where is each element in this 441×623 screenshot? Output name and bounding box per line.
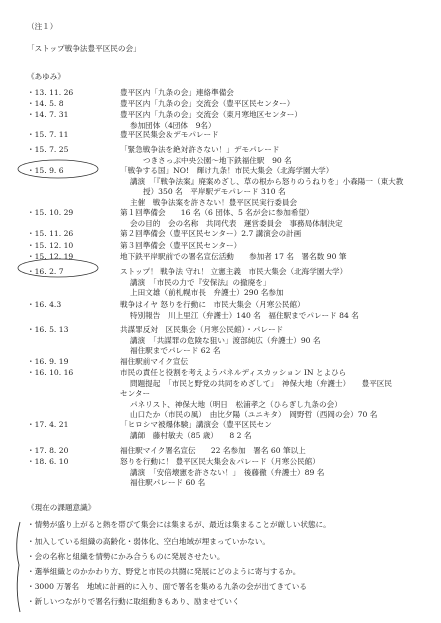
entry-text: 豊平区内「九条の会」連絡準備会	[120, 88, 234, 97]
entry-text: 会の目的 会の名称 共同代表 運営委員会 事務局体制決定	[130, 218, 343, 228]
issue-item: ・情勢が盛り上がると熱を帯びて集会には集まるが、最近は集まることが厳しい状態に。	[27, 520, 331, 529]
entry-text: センター	[120, 389, 151, 398]
entry-text: つきさっぷ中央公園〜地下鉄福住駅 90 名	[143, 155, 292, 165]
entry-text: ストップ！ 戦争法 守れ！ 立憲主義 市民大集会（北海学園大学）	[120, 267, 348, 276]
note-label: （注１）	[27, 22, 58, 31]
entry-date: ・16. 2. 7	[27, 267, 64, 276]
entry-text: 参加団体（4団体 9名）	[130, 120, 216, 130]
entry-text: 福住駅パレード 60 名	[130, 478, 206, 487]
entry-text: 山口たか（市民の風） 由比夕陽（ユニキタ） 岡野哲（西岡の会）70 名	[130, 410, 378, 419]
issue-item: ・加入している組織の高齢化・弱体化、空白地域が埋まっていかない。	[27, 537, 270, 546]
entry-text: 福住駅前マイク宣伝	[120, 357, 189, 366]
entry-text: パネリスト、神保大地（明日 松浦孝之（ひらぎし九条の会）	[130, 399, 342, 409]
entry-text: 講演 「安倍壊憲を許さない！」 後藤徹（弁護士）89 名	[130, 467, 325, 477]
entry-text: 問題提起 「市民と野党の共同をめざして」 神保大地（弁護士） 豊平区民	[130, 378, 392, 388]
entry-date: ・14. 7. 31	[27, 110, 69, 119]
entry-text: 第１回準備会 16 名（6 団体、5 名が会に参加希望）	[120, 208, 314, 217]
entry-text: 授）350 名 平岸駅デモパレード 310 名	[143, 187, 286, 196]
entry-date: ・15. 12. 10	[27, 241, 74, 250]
issue-item: ・会の名称と組織を情勢にかみ合うものに発展させたい。	[27, 552, 225, 561]
entry-text: 福住駅までパレード 62 名	[130, 346, 221, 355]
entry-text: 豊平区民集会＆デモパレード	[120, 130, 219, 139]
entry-date: ・15. 11. 26	[27, 229, 74, 238]
entry-text: 地下鉄平岸駅前での署名宣伝活動 参加者 17 名 署名数 90 筆	[120, 252, 347, 261]
entry-text: 共謀罪反対 区民集会（月寒公民館）・パレード	[120, 325, 284, 334]
entry-text: 講師 藤村敏夫（85 歳） 8 2 名	[130, 430, 252, 440]
entry-text: 第３回準備会（豊平区民センター）	[120, 241, 242, 250]
entry-text: 講演 「『戦争法案』廃案めざし、草の根から怒りのうねりを」小森陽一（東大教	[130, 176, 404, 186]
entry-text: 怒りを行動に！ 豊平区民大集会＆パレード（月寒公民館）	[120, 457, 320, 466]
document-title: 「ストップ戦争法豊平区民の会」	[27, 44, 141, 53]
entry-date: ・15. 9. 6	[27, 166, 64, 175]
entry-date: ・18. 6. 10	[27, 457, 69, 466]
history-heading: 《あゆみ》	[27, 72, 65, 81]
entry-text: 豊平区内「九条の会」交流会（東月寒地区センター）	[120, 110, 302, 119]
hand-bracket-mark	[17, 522, 20, 612]
entry-text: 第２回準備会（豊平区民センター）2.7 講演会の計画	[120, 229, 302, 238]
entry-text: 講演 「市民の力で『安保法』の撤廃を」	[130, 277, 271, 287]
entry-text: 特別報告 川上里江（弁護士）140 名 福住駅までパレード 84 名	[130, 310, 359, 320]
entry-text: 「ヒロシマ被爆体験」講演会（豊平区民セン	[120, 420, 272, 429]
entry-text: 福住駅マイク署名宣伝 22 名参加 署名 60 筆以上	[120, 446, 306, 455]
entry-date: ・13. 11. 26	[27, 88, 74, 97]
entry-text: 「緊急戦争法を絶対許さない！」デモパレード	[120, 145, 280, 154]
issue-item: ・新しいつながりで署名行動に取組動きもあり、励ませていく	[27, 597, 240, 606]
entry-text: 「戦争する国」NO! 輝け九条！市民大集会（北海学園大学）	[120, 166, 334, 175]
entry-text: 主催 戦争法案を許さない！豊平区民実行委員会	[130, 197, 298, 207]
entry-text: 市民の責任と役割を考えようパネルディスカッション IN とよひら	[120, 368, 347, 377]
entry-text: 戦争はイヤ 怒りを行動に 市民大集会（月寒公民館）	[120, 300, 305, 309]
entry-text: 豊平区内「九条の会」交流会（豊平区民センター）	[120, 99, 295, 108]
entry-date: ・17. 8. 20	[27, 446, 69, 455]
issues-heading: 《現在の課題意識》	[27, 503, 96, 512]
entry-date: ・15. 10. 29	[27, 208, 74, 217]
entry-text: 上田文雄（前札幌市長 弁護士）290 名参加	[130, 288, 284, 297]
issue-item: ・3000 万署名 地域に計画的に入り、面で署名を集める九条の会が出てきている	[27, 582, 307, 591]
entry-date: ・16. 5. 13	[27, 325, 69, 334]
entry-date: ・16. 9. 19	[27, 357, 69, 366]
entry-date: ・17. 4. 21	[27, 420, 69, 429]
entry-date: ・15. 7. 25	[27, 145, 69, 154]
entry-text: 講演 「共謀罪の危険な狙い」渡部純広（弁護士）90 名	[130, 335, 321, 345]
entry-date: ・16. 10. 16	[27, 368, 74, 377]
entry-date: ・15. 7. 11	[27, 130, 69, 139]
entry-date: ・16. 4.3	[27, 300, 62, 309]
issue-item: ・選挙組織とのかかわり方、野党と市民の共闘に発展にどのように寄与するか。	[27, 567, 301, 576]
entry-date: ・15. 12. 19	[27, 252, 74, 261]
entry-date: ・14. 5. 8	[27, 99, 64, 108]
